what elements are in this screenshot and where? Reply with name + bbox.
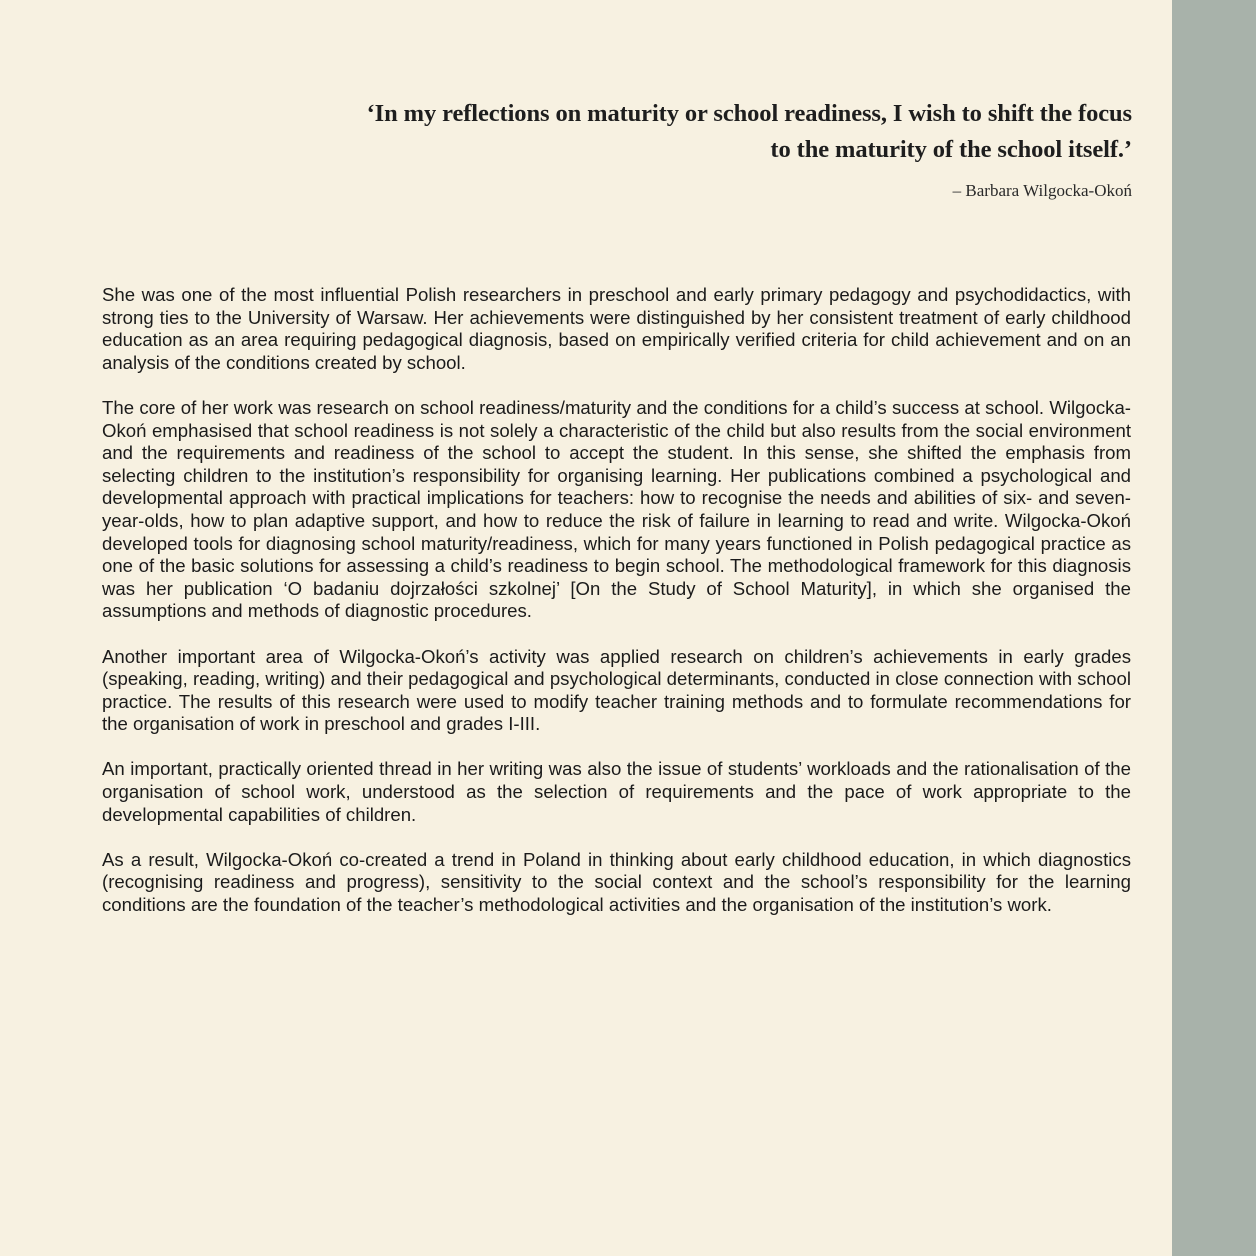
paragraph-4: An important, practically oriented thread in her writing was also the issue of students’ workloads and the rationalisation of the organisation of school work, understood as the selection of requirements and the pace of work appropriate to the developmental capabilities of children. [102,758,1131,825]
paragraph-1: She was one of the most influential Polish researchers in preschool and early primary pedagogy and psychodidactics, with strong ties to the University of Warsaw. Her achievements were distinguished by her consistent treatment of early childhood education as an area requiring pedagogical diagnosis, based on empirically verified criteria for child achievement and on an analysis of the conditions created by school. [102,284,1131,373]
paragraph-5: As a result, Wilgocka-Okoń co-created a trend in Poland in thinking about early childhood education, in which diagnostics (recognising readiness and progress), sensitivity to the social context and the school’s responsibility for the learning conditions are the foundation of the teacher’s methodological activities and the organisation of the institution’s work. [102,848,1131,916]
quote-line-1: ‘In my reflections on maturity or school readiness, I wish to shift the focus [366,100,1132,127]
quote-attribution: – Barbara Wilgocka-Okoń [952,181,1132,200]
quote-text [300,96,1132,168]
article-body [102,284,1131,939]
quote-line-2: to the maturity of the school itself.’ [770,136,1132,163]
paragraph-2: The core of her work was research on school readiness/maturity and the conditions for a child’s success at school. Wilgocka-Okoń emphasised that school readiness is not solely a characteristic of the child but also results from the social environment and the requirements and readiness of the school to accept the student. In this sense, she shifted the emphasis from selecting children to the institution’s responsibility for organising learning. Her publications combined a psychological and developmental approach with practical implications for teachers: how to recognise the needs and abilities of six- and seven-year-olds, how to plan adaptive support, and how to reduce the risk of failure in learning to read and write. Wilgocka-Okoń developed tools for diagnosing school maturity/readiness, which for many years functioned in Polish pedagogical practice as one of the basic solutions for assessing a child’s readiness to begin school. The methodological framework for this diagnosis was her publication ‘O badaniu dojrzałości szkolnej’ [On the Study of School Maturity], in which she organised the assumptions and methods of diagnostic procedures. [102,396,1131,622]
epigraph-quote [300,96,1132,202]
decorative-side-band [1172,0,1256,1256]
paragraph-3: Another important area of Wilgocka-Okoń’s activity was applied research on children’s achievements in early grades (speaking, reading, writing) and their pedagogical and psychological determinants, conducted in close connection with school practice. The results of this research were used to modify teacher training methods and to formulate recommendations for the organisation of work in preschool and grades I-III. [102,645,1131,735]
